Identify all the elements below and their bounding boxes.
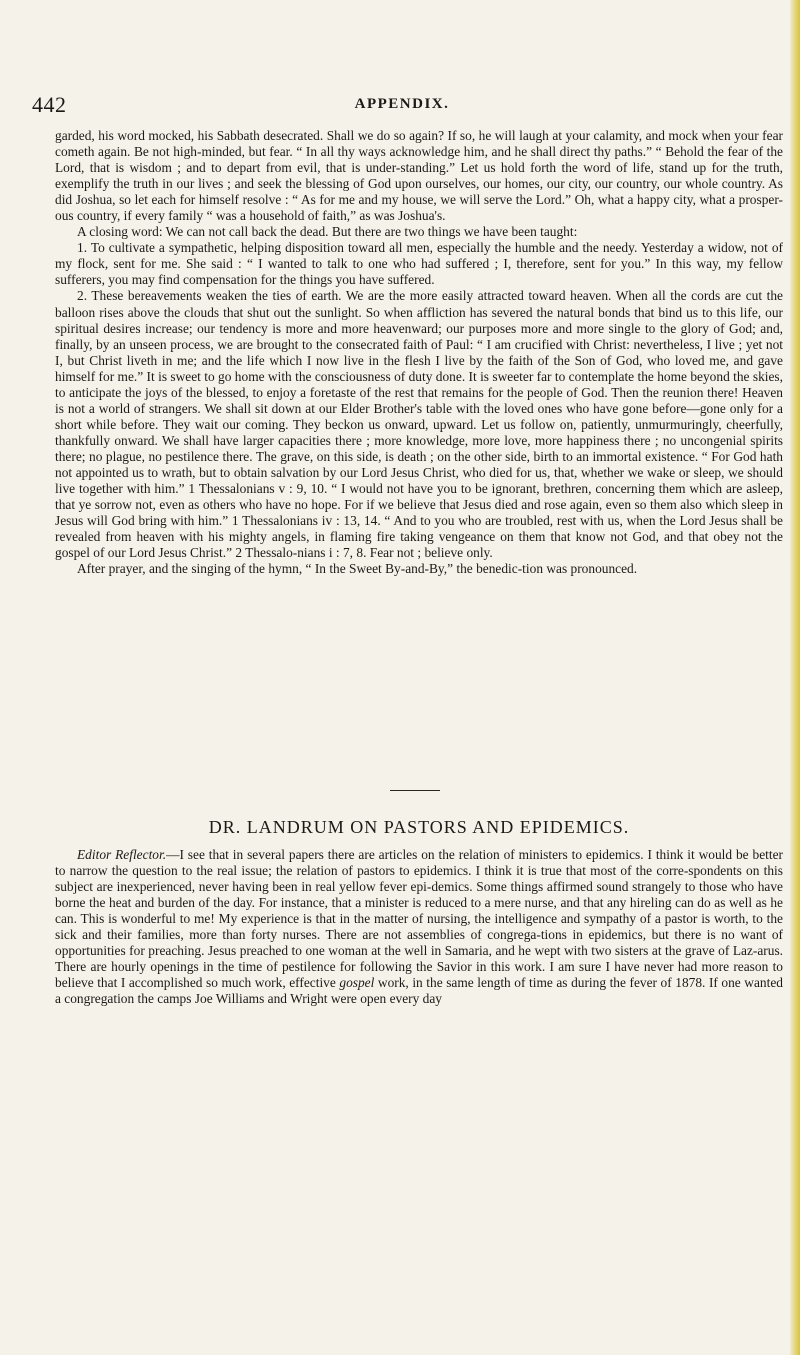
paragraph-closing-word: A closing word: We can not call back the dead. But there are two things we have been taught: <box>77 224 578 240</box>
section-text <box>55 847 783 1007</box>
paragraph-continuation: garded, his word mocked, his Sabbath desecrated. Shall we do so again? If so, he will laugh at your calamity, and mock when your fear cometh again. Be not high-minded, but fear. “ In all thy ways acknowledge him, and he shall direct thy paths.” “ Behold the fear of the Lord, that is wisdom ; and to depart from evil, that is under-standing.” Let us hold forth the word of life, stand up for the truth, exemplify the truth in our lives ; and seek the blessing of God upon ourselves, our homes, our city, our country, our whole country. As did Joshua, so let each for himself resolve : “ As for me and my house, we will serve the Lord.” Oh, what a happy city, what a prosper-ous country, if every family “ was a household of faith,” as was Joshua's. <box>55 128 783 224</box>
paragraph-point-two: 2. These bereavements weaken the ties of earth. We are the more easily attracted toward heaven. When all the cords are cut the balloon rises above the clouds that shut out the sunlight. So when affliction has severed the natural bonds that bind us to this life, our spiritual desires increase; our tendency is more and more heavenward; our purposes more and more single to the glory of God; and, finally, by an unseen process, we are brought to the consecrated faith of Paul: “ I am crucified with Christ: nevertheless, I live ; yet not I, but Christ liveth in me; and the life which I now live in the flesh I live by the faith of the Son of God, who loved me, and gave himself for me.” It is sweet to go home with the consciousness of duty done. It is sweeter far to contemplate the home beyond the skies, to anticipate the joys of the blessed, to enjoy a foretaste of the rest that remains for the people of God. Then the reunion there! Heaven is not a world of strangers. We shall sit down at our Elder Brother's table with the loved ones who have gone before—gone only for a short while before. They wait our coming. They beckon us onward, upward. Let us follow on, patiently, unmurmuringly, cheerfully, thankfully onward. We shall have larger capacities there ; more knowledge, more love, more happiness there ; no uncongenial spirits there; no plague, no pestilence there. The grave, on this side, is death ; on the other side, birth to an immortal existence. “ For God hath not appointed us to wrath, but to obtain salvation by our Lord Jesus Christ, who died for us, that, whether we wake or sleep, we should live together with him.” 1 Thessalonians v : 9, 10. “ I would not have you to be ignorant, brethren, concerning them which are asleep, that ye sorrow not, even as others who have no hope. For if we believe that Jesus died and rose again, even so them also which sleep in Jesus will God bring with him.” 1 Thessalonians iv : 13, 14. “ And to you who are troubled, rest with us, when the Lord Jesus shall be revealed from heaven with his mighty angels, in flaming fire taking vengeance on them that know not God, and that obey not the gospel of our Lord Jesus Christ.” 2 Thessalo-nians i : 7, 8. Fear not ; believe only. <box>55 288 783 561</box>
page-number: 442 <box>32 92 67 117</box>
paragraph-benediction: After prayer, and the singing of the hymn, “ In the Sweet By-and-By,” the benedic-tion was pronounced. <box>77 561 638 577</box>
running-head: APPENDIX. <box>354 96 450 112</box>
page-edge-stain <box>790 0 800 1355</box>
body-text <box>55 128 783 577</box>
page-header <box>32 92 772 118</box>
section-paragraph <box>55 847 783 1007</box>
section-text-part-one: —I see that in several papers there are articles on the relation of ministers to epidemics. I think it would be better to narrow the question to the real issue; the relation of pastors to epidemics. I think it is true that most of the corre-spondents on this subject are inexperienced, never having been in real yellow fever epi-demics. Some things affirmed sound strangely to those who have borne the heat and burden of the day. For instance, that a minister is reduced to a mere nurse, and that any hireling can do as well as he can. This is wonderful to me! My experience is that in the matter of nursing, the intelligence and sympathy of a pastor is worth, to the sick and their families, more than forty nurses. There are not assemblies of congrega-tions in epidemics, but there is no want of opportunities for preaching. Jesus preached to one woman at the well in Samaria, and he wept with two sisters at the grave of Laz-arus. There are hourly openings in the time of pestilence for following the Savior in this work. I am sure I have never had more reason to believe that I accomplished so much work, effective <box>55 847 783 991</box>
section-text-part-two: work, in the same length of time as during the fever of 1878. If one wanted a congregation the camps Joe Williams and Wright were open every day <box>55 975 783 1007</box>
section-divider <box>390 790 440 791</box>
editor-salutation: Editor Reflector. <box>77 847 167 862</box>
section-title: DR. LANDRUM ON PASTORS AND EPIDEMICS. <box>208 817 630 837</box>
gospel-emphasis: gospel <box>339 975 375 991</box>
paragraph-point-one: 1. To cultivate a sympathetic, helping disposition toward all men, especially the humble and the needy. Yesterday a widow, not of my flock, sent for me. She said : “ I wanted to talk to one who had suffered ; I, therefore, sent for you.” In this way, my fellow sufferers, you may find compensation for the things you have suffered. <box>55 240 783 288</box>
